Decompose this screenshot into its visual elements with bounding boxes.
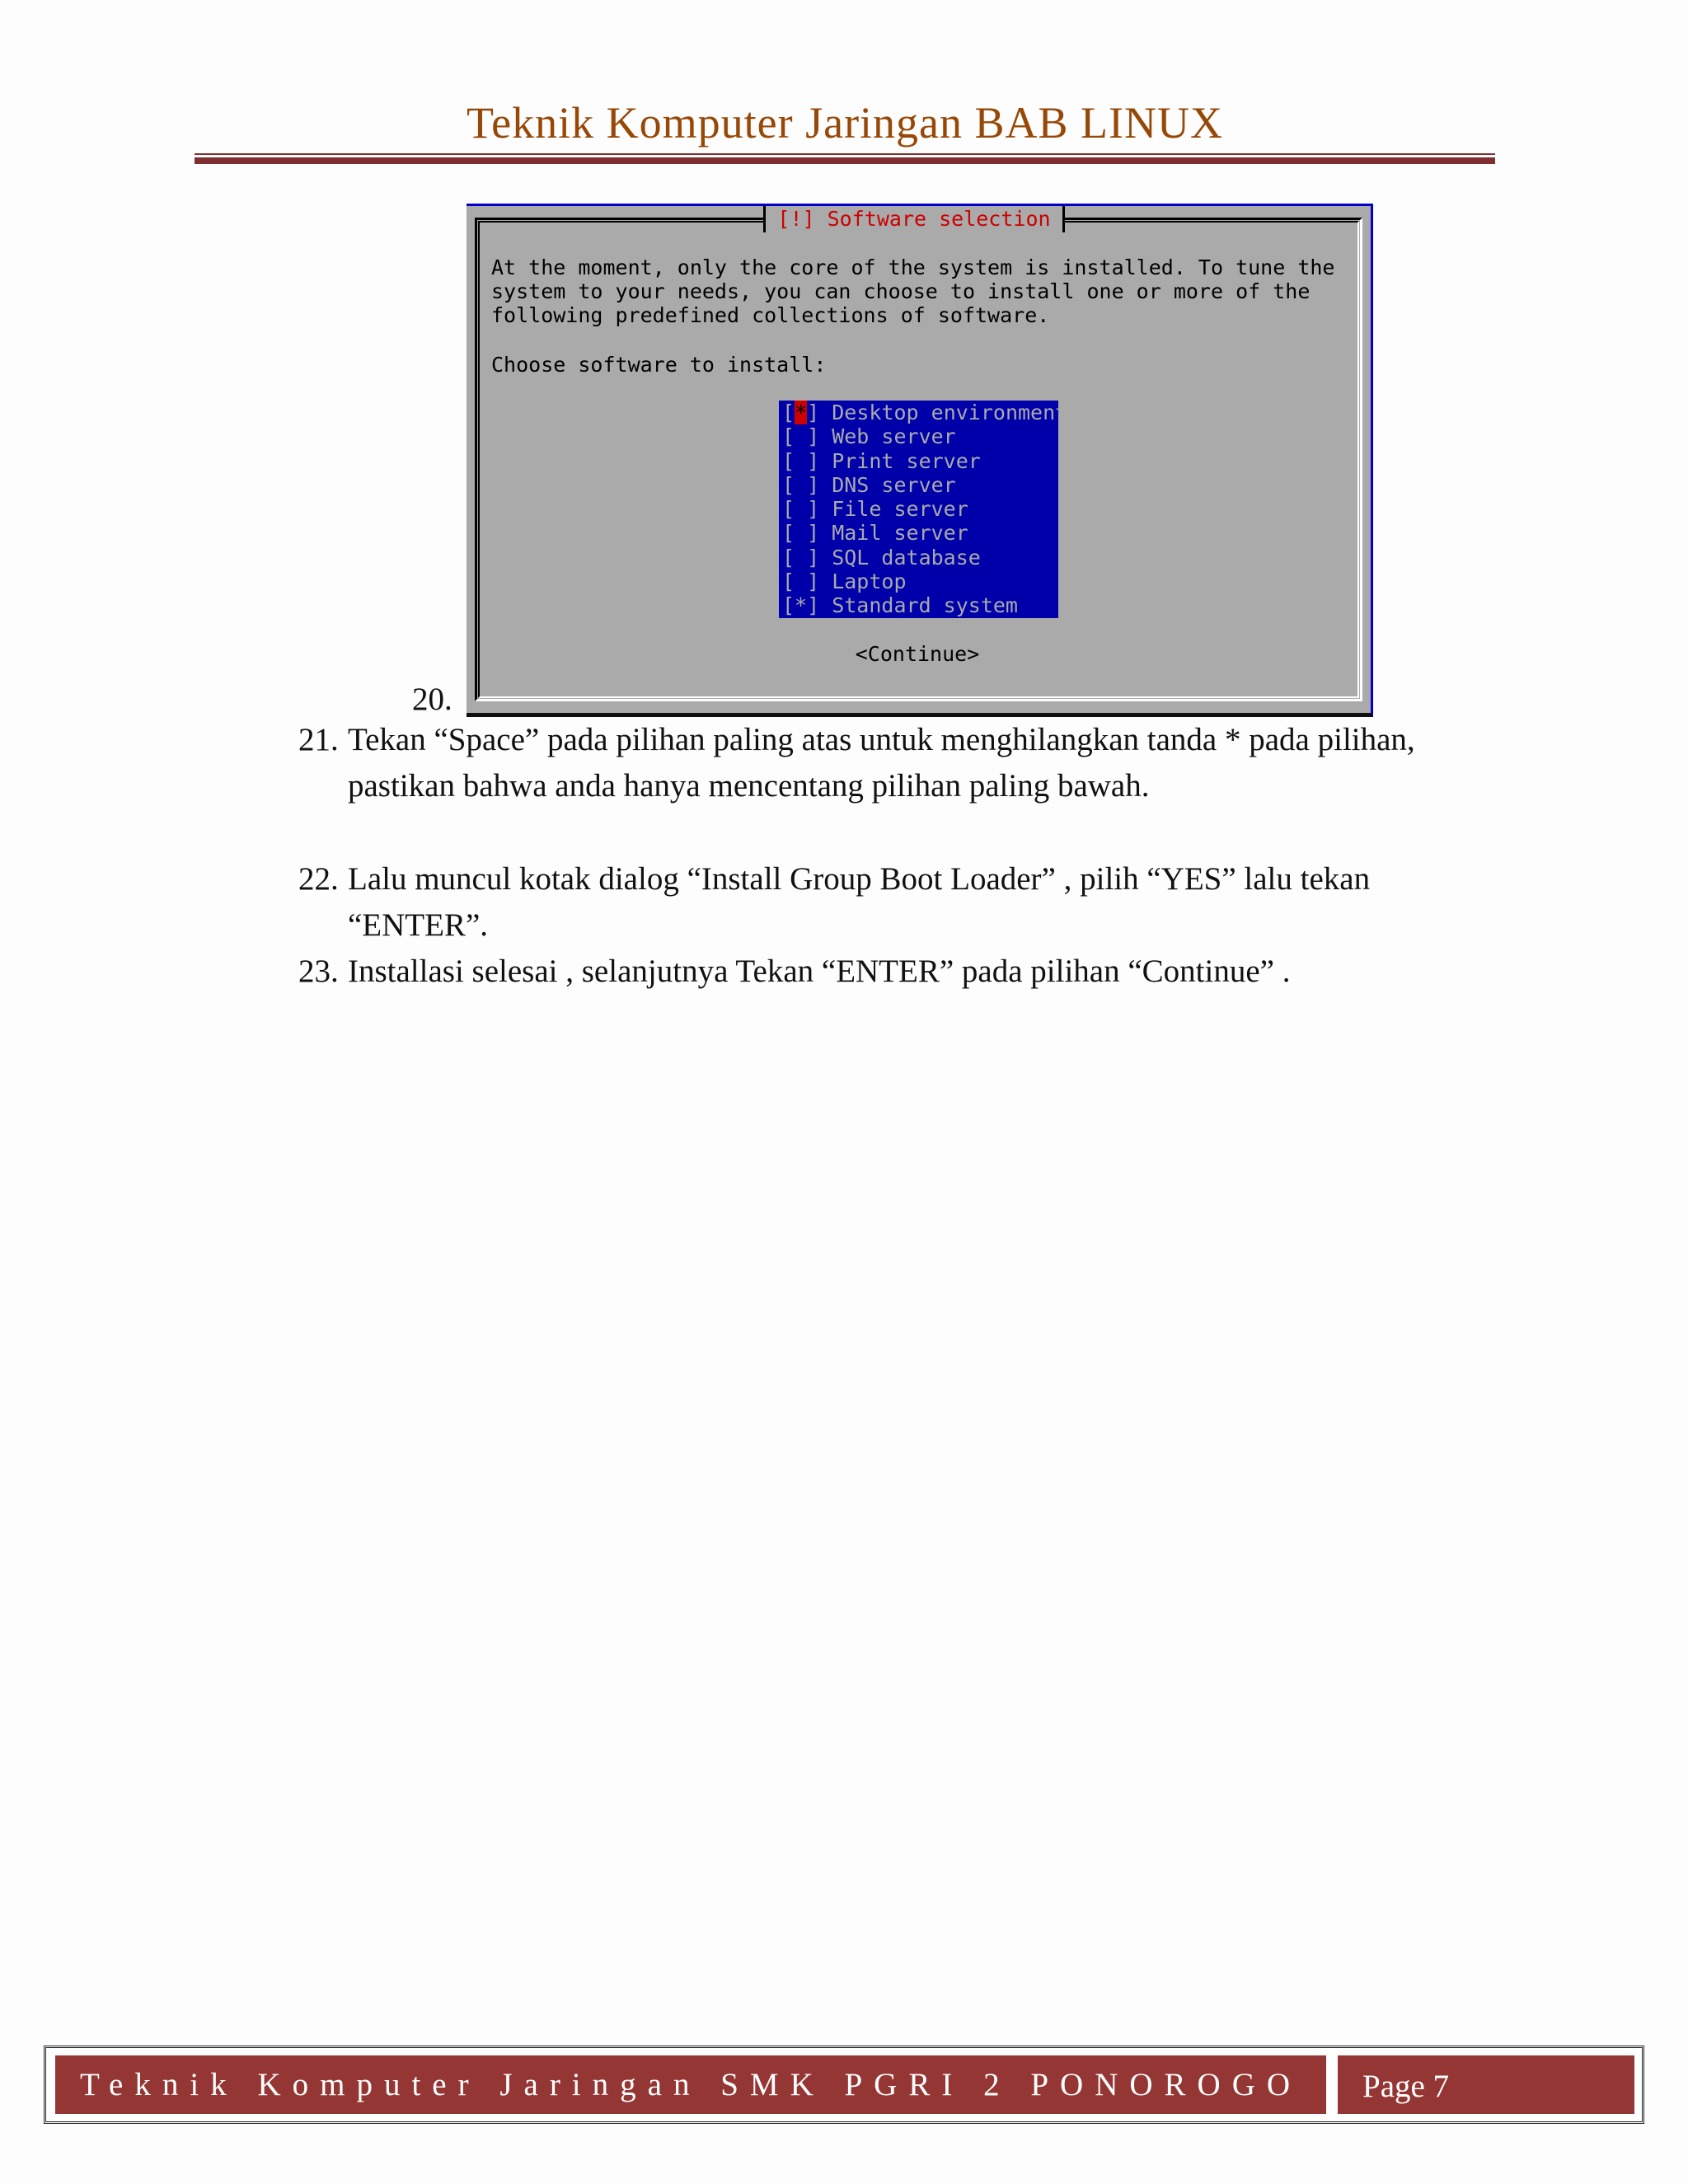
option-checkbox[interactable]: [ ]: [782, 569, 820, 594]
header-rule-thick: [195, 157, 1495, 164]
option-checkbox[interactable]: [ ]: [782, 448, 820, 473]
step-22-text: Lalu muncul kotak dialog “Install Group Boot Loader” , pilih “YES” lalu tekan “ENTER”.: [348, 861, 1371, 943]
dialog-description: At the moment, only the core of the system is installed. To tune the system to your needs, you can choose to install one or more of the following predefined collections of software.: [491, 255, 1335, 327]
software-option-list[interactable]: [779, 401, 1068, 618]
software-option[interactable]: [779, 521, 1058, 545]
software-option[interactable]: [779, 593, 1058, 617]
dialog-title: [!] Software selection: [763, 206, 1065, 232]
option-checkbox[interactable]: [ ]: [782, 497, 820, 522]
software-option[interactable]: [779, 401, 1068, 424]
step-23-number: 23.: [298, 954, 339, 989]
header-rule-thin: [195, 153, 1495, 155]
step-22-number: 22.: [298, 861, 339, 897]
software-option[interactable]: [779, 449, 1058, 473]
option-checkbox[interactable]: [*]: [782, 593, 820, 618]
software-option[interactable]: [779, 424, 1058, 448]
option-checkbox[interactable]: [ ]: [782, 424, 820, 449]
option-label: Web server: [819, 424, 956, 449]
software-option[interactable]: [779, 497, 1058, 521]
option-label: File server: [819, 497, 968, 522]
footer-school-label: Teknik Komputer Jaringan SMK PGRI 2 PONOROGO: [55, 2055, 1326, 2114]
option-label: Desktop environment: [819, 401, 1068, 424]
step-23-text: Installasi selesai , selanjutnya Tekan “ENTER” pada pilihan “Continue” .: [348, 954, 1291, 989]
option-checkbox[interactable]: [*]: [782, 401, 820, 424]
page-footer: [44, 2046, 1644, 2124]
footer-page-number: Page 7: [1338, 2055, 1634, 2114]
installer-screenshot: [467, 204, 1373, 717]
software-option[interactable]: [779, 569, 1058, 593]
option-checkbox[interactable]: [ ]: [782, 472, 820, 497]
step-20-number: 20.: [412, 682, 452, 717]
option-label: Laptop: [819, 569, 907, 594]
option-checkbox[interactable]: [ ]: [782, 521, 820, 546]
option-checkbox[interactable]: [ ]: [782, 545, 820, 569]
step-21-text: Tekan “Space” pada pilihan paling atas untuk menghilangkan tanda * pada pilihan, pastikan bahwa anda hanya mencentang pilihan paling bawah.: [348, 722, 1415, 804]
dialog-prompt: Choose software to install:: [491, 353, 827, 377]
software-option[interactable]: [779, 473, 1058, 497]
option-label: Mail server: [819, 521, 968, 546]
step-21-number: 21.: [298, 722, 339, 757]
option-label: SQL database: [819, 545, 981, 569]
option-label: DNS server: [819, 472, 956, 497]
option-label: Standard system: [819, 593, 1018, 618]
option-label: Print server: [819, 448, 981, 473]
continue-button[interactable]: <Continue>: [467, 642, 1368, 666]
software-option[interactable]: [779, 546, 1058, 569]
page-header-title: Teknik Komputer Jaringan BAB LINUX: [466, 98, 1224, 148]
cursor-highlight: *: [795, 401, 808, 424]
